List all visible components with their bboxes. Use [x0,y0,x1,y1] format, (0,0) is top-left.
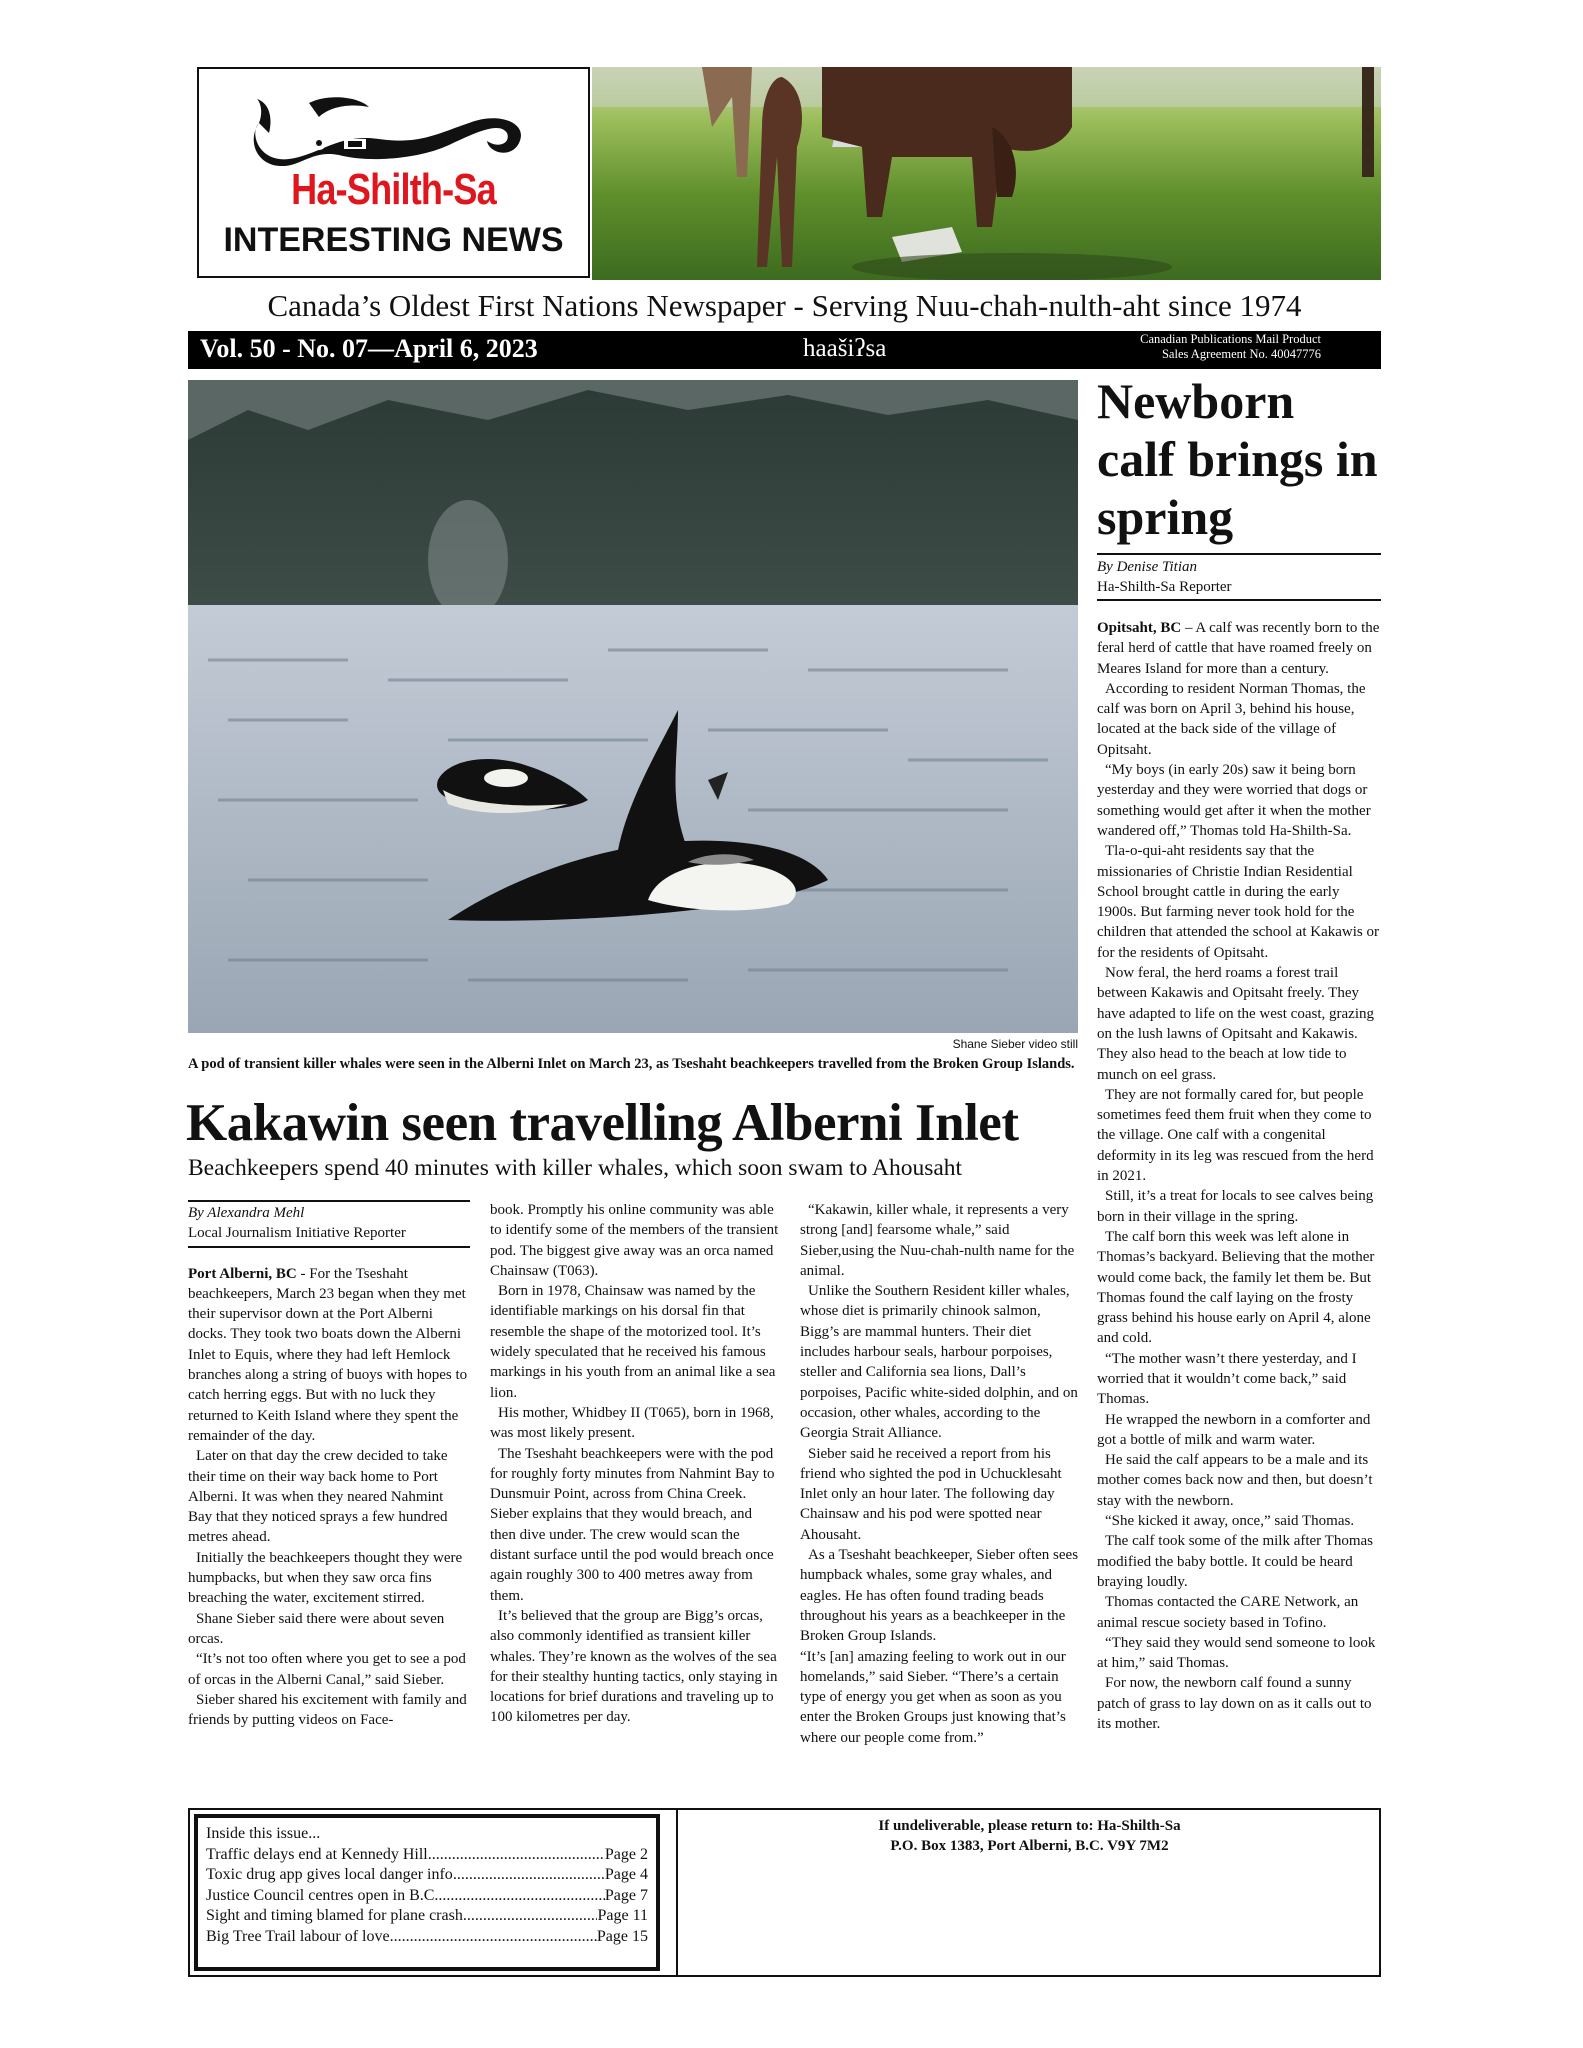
photo-caption: A pod of transient killer whales were seen in the Alberni Inlet on March 23, as Tseshaht beachkeepers travelled from the Broken Group Islands. [188,1056,1075,1072]
return-address [680,1816,1379,1856]
paragraph: His mother, Whidbey II (T065), born in 1968, was most likely present. [490,1404,774,1442]
paragraph: “They said they would send someone to look at him,” said Thomas. [1097,1634,1376,1672]
main-story-column-1 [188,1200,470,1730]
paragraph: Born in 1978, Chainsaw was named by the identifiable markings on his dorsal fin that resemble the shape of the motorized tool. It’s widely speculated that he received his famous markings in his youth from an animal like a sea lion. [490,1283,776,1401]
dateline: Opitsaht, BC [1097,620,1182,636]
orca-photo [188,380,1078,1033]
footer-box [188,1808,1381,1977]
paragraph: “She kicked it away, once,” said Thomas. [1105,1513,1355,1530]
main-headline: Kakawin seen travelling Alberni Inlet [186,1094,1019,1152]
toc-item[interactable]: Traffic delays end at Kennedy Hill ..... Page 2 [206,1845,648,1866]
paragraph: The Tseshaht beachkeepers were with the pod for roughly forty minutes from Nahmint Bay to Dunsmuir Point, across from China Creek. Sieber explains that they would breach, and then dive under. The crew would scan the distant surface until the pod would breach once again roughly 300 to 400 metres away from them. [490,1445,775,1604]
toc-item[interactable]: Big Tree Trail labour of love ..... Page 15 [206,1927,648,1948]
byline-author: By Alexandra Mehl [188,1205,305,1221]
paragraph: “It’s not too often where you get to see a pod of orcas in the Alberni Canal,” said Sieber. [188,1651,466,1688]
paragraph: Now feral, the herd roams a forest trail between Kakawis and Opitsaht freely. They have adapted to life on the west coast, grazing on the lush lawns of Opitsaht and Kakawis. They also head to the beach at low tide to munch on eel grass. [1097,965,1374,1083]
section-title: INTERESTING NEWS [223,221,564,259]
main-story-column-2 [490,1200,780,1728]
paragraph: “Kakawin, killer whale, it represents a very strong [and] fearsome whale,” said Sieber,using the Nuu-chah-nulth name for the animal. [800,1202,1075,1279]
toc-item[interactable]: Sight and timing blamed for plane crash ..... Page 11 [206,1906,648,1927]
paragraph: Sieber said he received a report from his friend who sighted the pod in Uchucklesaht Inlet only an hour later. The following day Chainsaw and his pod were spotted near Ahousaht. [800,1445,1062,1543]
toc-item[interactable]: Justice Council centres open in B.C ..... Page 7 [206,1886,648,1907]
paragraph: Still, it’s a treat for locals to see calves being born in their village in the spring. [1097,1188,1374,1225]
toc-item[interactable]: Toxic drug app gives local danger info ..... Page 4 [206,1865,648,1886]
paragraph: Unlike the Southern Resident killer whales, whose diet is primarily chinook salmon, Bigg’s are mammal hunters. Their diet includes harbour seals, harbour porpoises, steller and California sea lions, Dall’s porpoises, Pacific white-sided dolphin, and on occasion, other whales, according to the Georgia Strait Alliance. [800,1283,1078,1442]
issue-bar [188,331,1381,369]
byline-author: By Denise Titian [1097,559,1197,575]
paragraph: According to resident Norman Thomas, the calf was born on April 3, behind his house, located at the back side of the village of Opitsaht. [1097,680,1366,758]
main-story-column-3 [800,1200,1080,1748]
byline-role: Ha-Shilth-Sa Reporter [1097,579,1232,595]
paragraph: He wrapped the newborn in a comforter and got a bottle of milk and warm water. [1097,1411,1371,1448]
native-name: haašiʔsa [803,335,887,362]
paragraph: The calf born this week was left alone in Thomas’s backyard. Believing that the mother would come back, the family let them be. But Thomas found the calf laying on the frosty grass behind his house early on April 4, alone and cold. [1097,1228,1375,1347]
paragraph: Shane Sieber said there were about seven orcas. [188,1610,445,1647]
footer-divider [676,1810,678,1975]
main-byline [188,1200,470,1248]
logo-wordmark: Ha-Shilth-Sa [291,165,496,214]
paragraph: They are not formally cared for, but people sometimes feed them fruit when they come to the village. One calf with a congenital deformity in its leg was rescued from the herd in 2021. [1097,1086,1374,1185]
paragraph: “The mother wasn’t there yesterday, and I worried that it wouldn’t come back,” said Thomas. [1097,1350,1357,1408]
mail-line-1: Canadian Publications Mail Product [1140,332,1321,346]
mail-agreement [1140,332,1321,362]
inside-this-issue [194,1814,660,1971]
volume-issue-date: Vol. 50 - No. 07—April 6, 2023 [200,334,538,363]
paragraph: Thomas contacted the CARE Network, an animal rescue society based in Tofino. [1097,1594,1359,1631]
inside-title: Inside this issue... [206,1825,321,1842]
side-byline [1097,553,1381,601]
return-line-1: If undeliverable, please return to: Ha-Shilth-Sa [878,1818,1181,1834]
photo-credit: Shane Sieber video still [952,1037,1078,1051]
paragraph: Tla-o-qui-aht residents say that the missionaries of Christie Indian Residential School brought cattle in during the early 1900s. But farming never took hold for the children that attended the school at Kakawis or for the residents of Opitsaht. [1097,843,1379,961]
side-headline: Newborn calf brings in spring [1097,373,1378,545]
return-line-2: P.O. Box 1383, Port Alberni, B.C. V9Y 7M2 [890,1838,1169,1854]
paragraph: “It’s [an] amazing feeling to work out in our homelands,” said Sieber. “There’s a certain type of energy you get when as soon as you enter the Broken Groups just knowing that’s where our people come from.” [800,1648,1066,1746]
mail-line-2: Sales Agreement No. 40047776 [1161,347,1321,361]
tagline: Canada’s Oldest First Nations Newspaper - Serving Nuu-chah-nulth-aht since 1974 [267,288,1302,323]
cattle-photo [592,67,1381,280]
side-story-column [1097,618,1381,1734]
masthead-logo-box [197,67,590,278]
byline-role: Local Journalism Initiative Reporter [188,1225,406,1242]
paragraph: As a Tseshaht beachkeeper, Sieber often sees humpback whales, some gray whales, and eagles. He has often found trading beads throughout his years as a beachkeeper in the Broken Group Islands. [800,1547,1079,1645]
paragraph: Initially the beachkeepers thought they were humpbacks, but when they saw orca fins breaching the water, excitement stirred. [188,1549,463,1607]
dateline: Port Alberni, BC [188,1265,297,1282]
paragraph: He said the calf appears to be a male and its mother comes back now and then, but doesn’t stay with the newborn. [1097,1452,1373,1509]
paragraph: It’s believed that the group are Bigg’s orcas, also commonly identified as transient killer whales. They’re known as the wolves of the sea for their stealthy hunting tactics, only staying in locations for brief durations and traveling up to 100 kilometres per day. [490,1607,778,1726]
main-subhead: Beachkeepers spend 40 minutes with killer whales, which soon swam to Ahousaht [188,1155,963,1181]
paragraph: Opitsaht, BC – A calf was recently born to the feral herd of cattle that have roamed freely on Meares Island for more than a century. [1097,620,1380,677]
paragraph: The calf took some of the milk after Thomas modified the baby bottle. It could be heard braying loudly. [1097,1533,1373,1590]
paragraph: Sieber shared his excitement with family and friends by putting videos on Face- [188,1691,467,1729]
paragraph: Later on that day the crew decided to take their time on their way back home to Port Alberni. It was when they neared Nahmint Bay that they noticed sprays a few hundred metres ahead. [188,1448,448,1546]
paragraph: “My boys (in early 20s) saw it being born yesterday and they were worried that dogs or something would get after it when the mother wandered off,” Thomas told Ha-Shilth-Sa. [1097,762,1371,839]
thunderbird-logo-icon [249,93,539,173]
paragraph: book. Promptly his online community was able to identify some of the members of the transient pod. The biggest give away was an orca named Chainsaw (T063). [490,1202,779,1279]
paragraph: For now, the newborn calf found a sunny patch of grass to lay down on as it calls out to its mother. [1097,1675,1372,1733]
paragraph: Port Alberni, BC - For the Tseshaht beachkeepers, March 23 began when they met their supervisor down at the Port Alberni docks. They took two boats down the Alberni Inlet to Equis, where they had left Hemlock branches along a string of buoys with hopes to catch herring eggs. But with no luck they returned to Keith Island where they spent the remainder of the day. [188,1265,468,1444]
